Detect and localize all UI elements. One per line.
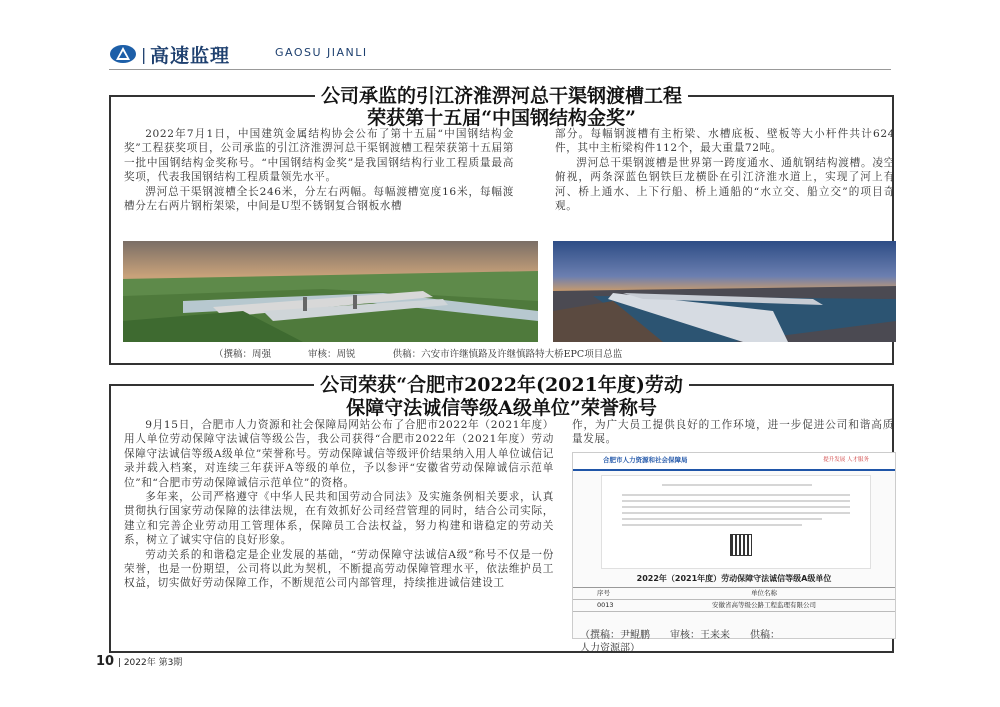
table-header-name: 单位名称: [751, 589, 777, 597]
article1-writer: （撰稿：周强: [214, 349, 272, 360]
article2-paragraph: 作，为广大员工提供良好的工作环境，进一步促进公司和谐高质量发展。: [572, 419, 894, 446]
article2-left-column: [124, 418, 554, 591]
article1-right-column: [555, 127, 895, 213]
aqueduct-sunset-photo: [553, 241, 896, 342]
certificate-screenshot: [572, 452, 896, 639]
page-footer: [96, 654, 182, 669]
article1-credit: [214, 346, 894, 360]
table-header-no: 序号: [597, 589, 610, 597]
article2-title-line1: 公司荣获“合肥市2022年(2021年度)劳动: [109, 374, 894, 397]
article1-title-line1: 公司承监的引江济淮淠河总干渠钢渡槽工程: [109, 85, 894, 108]
table-cell-no: 0013: [597, 601, 614, 609]
cert-banner: 提升发展 人才服务: [823, 457, 869, 463]
article1-reviewer: 审核：周锐: [308, 349, 356, 360]
article2-credit-line2: 人力资源部）: [580, 643, 640, 654]
cert-site-name: 合肥市人力资源和社会保障局: [603, 456, 688, 464]
cert-table-title: 2022年（2021年度）劳动保障守法诚信等级A级单位: [636, 574, 832, 583]
table-cell-name: 安徽省高等级公路工程监理有限公司: [712, 601, 816, 609]
article2-title-line2: 保障守法诚信等级A级单位”荣誉称号: [109, 397, 894, 420]
page-number: 10: [96, 654, 115, 669]
table-row: [573, 600, 895, 612]
article1-provider: 供稿：六安市许继慎路及许继慎路特大桥EPC项目总监: [392, 349, 623, 360]
masthead-separator: |: [141, 45, 147, 64]
aqueduct-aerial-photo: [123, 241, 538, 342]
cert-notice-body: [601, 475, 871, 569]
article2-credit: [580, 629, 900, 655]
company-logo-icon: [109, 44, 137, 64]
article1-paragraph: 部分。每幅钢渡槽有主桁梁、水槽底板、壁板等大小杆件共计624件，其中主桁梁构件112个，最大重量72吨。: [555, 128, 895, 155]
table-row: [573, 588, 895, 600]
article2-paragraph: 多年来，公司严格遵守《中华人民共和国劳动合同法》及实施条例相关要求，认真贯彻执行国家劳动保障的法律法规，在有效抓好公司经营管理的同时，结合公司实际，建立和完善企业劳动用工管理体系，保障员工合法权益，努力构建和谐稳定的劳动关系，树立了诚实守信的良好形象。: [124, 491, 554, 547]
issue-label: | 2022年 第3期: [117, 658, 183, 668]
article1-paragraph: 淠河总干渠钢渡槽全长246米，分左右两幅。每幅渡槽宽度16米，每幅渡槽分左右两片钢桁架梁，中间是U型不锈钢复合钢板水槽: [124, 185, 514, 213]
cert-site-header: [573, 453, 895, 471]
article2-right-column: [572, 418, 894, 447]
article1-left-column: [124, 127, 514, 213]
article1-paragraph: 淠河总干渠钢渡槽是世界第一跨度通水、通航钢结构渡槽。凌空俯视，两条深蓝色钢铁巨龙横卧在引江济淮水道上，实现了河上有河、桥上通水、上下行船、桥上通船的“水立交、船立交”的项目奇观。: [555, 156, 895, 213]
cert-table: [573, 587, 895, 612]
masthead-title: 高速监理: [150, 45, 231, 67]
masthead-subtitle: GAOSU JIANLI: [275, 46, 368, 59]
masthead-rule: [109, 69, 891, 70]
article1-paragraph: 2022年7月1日，中国建筑金属结构协会公布了第十五届“中国钢结构金奖”工程获奖项目，公司承监的引江济淮淠河总干渠钢渡槽工程荣获第十五届第一批中国钢结构金奖称号。“中国钢结构金奖”是我国钢结构行业工程质量最高奖项，代表我国钢结构工程质量领先水平。: [124, 128, 514, 184]
article1-title-line2: 荣获第十五届“中国钢结构金奖”: [109, 107, 894, 130]
article2-paragraph: 9月15日，合肥市人力资源和社会保障局网站公布了合肥市2022年（2021年度）用人单位劳动保障守法诚信等级公告，我公司获得“合肥市2022年（2021年度）劳动保障守法诚信等级A级单位”荣誉称号。劳动保障诚信等级评价结果纳入用人单位诚信记录并载入档案，对连续三年获评A等级的单位，予以参评“安徽省劳动保障诚信示范单位”和“合肥市劳动保障诚信示范单位”的资格。: [124, 419, 554, 489]
article2-credit-line1: （撰稿：尹鲲鹏 审核：王来来 供稿：: [580, 630, 780, 641]
qr-code-icon: [730, 534, 752, 556]
article2-paragraph: 劳动关系的和谐稳定是企业发展的基础，“劳动保障守法诚信A级”称号不仅是一份荣誉，也是一份期望，公司将以此为契机，不断提高劳动保障管理水平，依法维护员工权益，切实做好劳动保障工作，不断规范公司内部管理，持续推进诚信建设工: [124, 548, 554, 590]
